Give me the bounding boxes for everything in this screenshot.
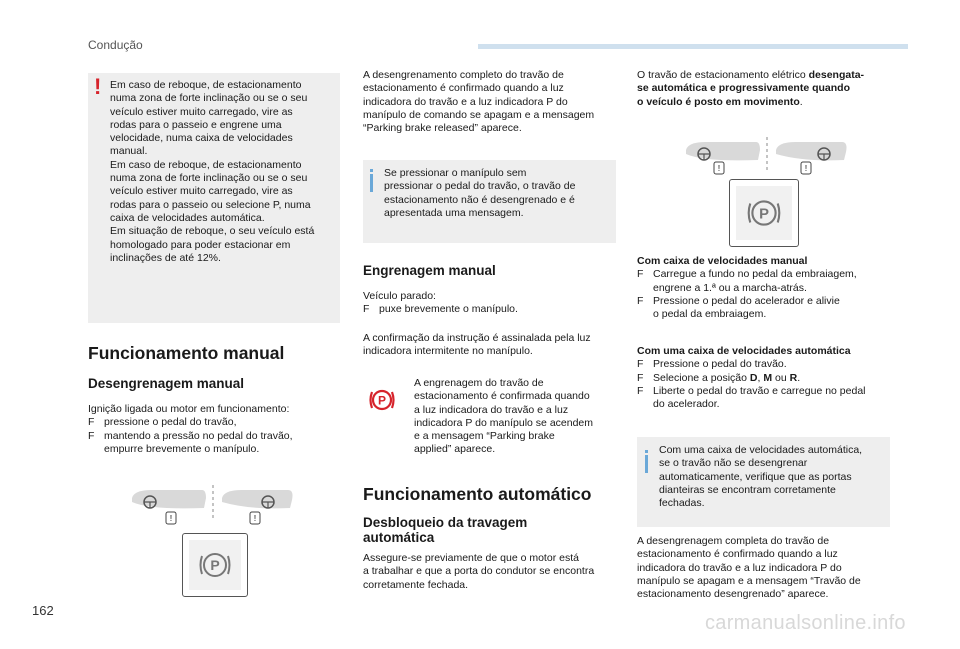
section-title: Condução	[88, 38, 143, 52]
svg-text:!: !	[253, 514, 257, 523]
warning-text: Em caso de reboque, de estacionamento numa zona de forte inclinação ou se o seu veículo estiver muito carregado, vire as rodas para o passeio e engrene uma velocidade, numa caixa de velocidades manual. Em caso de reboque, de estacionamento numa zona de forte inclinação ou se o seu veículo estiver muito carregado, vire as rodas para o passeio ou selecione P, numa caixa de velocidades automática. Em situação de reboque, o seu veículo está homologado para poder estacionar em inclinações de até 12%.	[110, 79, 315, 264]
parking-brake-illustration-2	[684, 132, 854, 177]
engaged-text: A engrenagem do travão de estacionamento é confirmada quando a luz indicadora do travão e a luz indicadora P do manípulo se acendem e a mensagem “Parking brake applied” aparece.	[414, 377, 594, 456]
bullet-icon: F	[363, 303, 370, 316]
bullet-icon: F	[637, 358, 644, 371]
heading-auto-unlock: Desbloqueio da travagem automática	[363, 515, 528, 545]
heading-manual-release: Desengrenagem manual	[88, 376, 245, 391]
info-icon	[370, 174, 373, 192]
svg-text:!: !	[169, 514, 173, 523]
heading-automatic-operation: Funcionamento automático	[363, 484, 592, 504]
bullet-icon: F	[88, 416, 95, 429]
bullet-icon: F	[637, 294, 644, 307]
svg-text:P: P	[377, 393, 387, 408]
parking-brake-button-2	[729, 179, 799, 247]
final-confirmation: A desengrenagem completa do travão de estacionamento é confirmado quando a luz indicadora do travão e a luz indicadora P do manípulo se apagam e a mensagem “Travão de estacionamento desengrenado” aparece.	[637, 535, 861, 601]
bullet-icon: F	[637, 384, 644, 397]
manual-engage-steps: Veículo parado: F puxe brevemente o manípulo.	[363, 290, 518, 316]
bullet-icon: F	[637, 268, 644, 281]
engage-confirmation: A confirmação da instrução é assinalada pela luz indicadora intermitente no manípulo.	[363, 332, 591, 358]
parking-brake-button	[182, 533, 248, 597]
heading-manual-operation: Funcionamento manual	[88, 343, 285, 363]
heading-manual-engage: Engrenagem manual	[363, 263, 496, 278]
info-text-2: Com uma caixa de velocidades automática, se o travão não se desengrenar automaticamente, verifique que as portas dianteiras se encontram corretamente fechadas.	[659, 444, 863, 510]
auto-gearbox-steps: Com uma caixa de velocidades automática F Pressione o pedal do travão. F Selecione a posição D, M ou R. F Liberte o pedal do travão e carregue no pedal do acelerador.	[637, 345, 902, 411]
release-confirmation: A desengrenamento completo do travão de estacionamento é confirmado quando a luz indicadora do travão e a luz indicadora P do manípulo de comando se apagam e a mensagem “Parking brake released” aparece.	[363, 69, 595, 135]
manual-release-steps: Ignição ligada ou motor em funcionamento: F pressione o pedal do travão, F mantendo a pressão no pedal do travão, empurre brevemente o manípulo.	[88, 403, 293, 455]
footer-watermark: carmanualsonline.info	[705, 612, 906, 634]
bullet-icon: F	[637, 371, 644, 384]
parking-brake-icon	[745, 194, 783, 232]
svg-text:!: !	[717, 164, 721, 173]
info-icon	[645, 455, 648, 473]
section-bar	[478, 44, 908, 49]
svg-text:P: P	[210, 557, 220, 573]
page-number: 162	[32, 603, 54, 618]
bullet-icon: F	[88, 429, 95, 442]
auto-release-intro: O travão de estacionamento elétrico desengata- se automática e progressivamente quando o veículo é posto em movimento.	[637, 69, 865, 108]
heading-auto-gearbox: Com uma caixa de velocidades automática	[637, 345, 851, 357]
svg-text:!: !	[804, 164, 808, 173]
svg-text:P: P	[759, 206, 769, 223]
parking-brake-icon	[197, 547, 233, 583]
warning-icon: !	[94, 74, 102, 99]
manual-gearbox-steps: Com caixa de velocidades manual F Carregue a fundo no pedal da embraiagem, engrene a 1.ª ou a marcha-atrás. F Pressione o pedal do acelerador e alivie o pedal da embraiagem.	[637, 255, 902, 321]
info-text: Se pressionar o manípulo sem pressionar o pedal do travão, o travão de estacionamento não é desengrenado e é apresentada uma mensagem.	[384, 167, 576, 219]
red-parking-brake-icon	[368, 386, 396, 414]
heading-manual-gearbox: Com caixa de velocidades manual	[637, 255, 808, 267]
auto-unlock-text: Assegure-se previamente de que o motor está a trabalhar e que a porta do condutor se encontra corretamente fechada.	[363, 552, 595, 591]
